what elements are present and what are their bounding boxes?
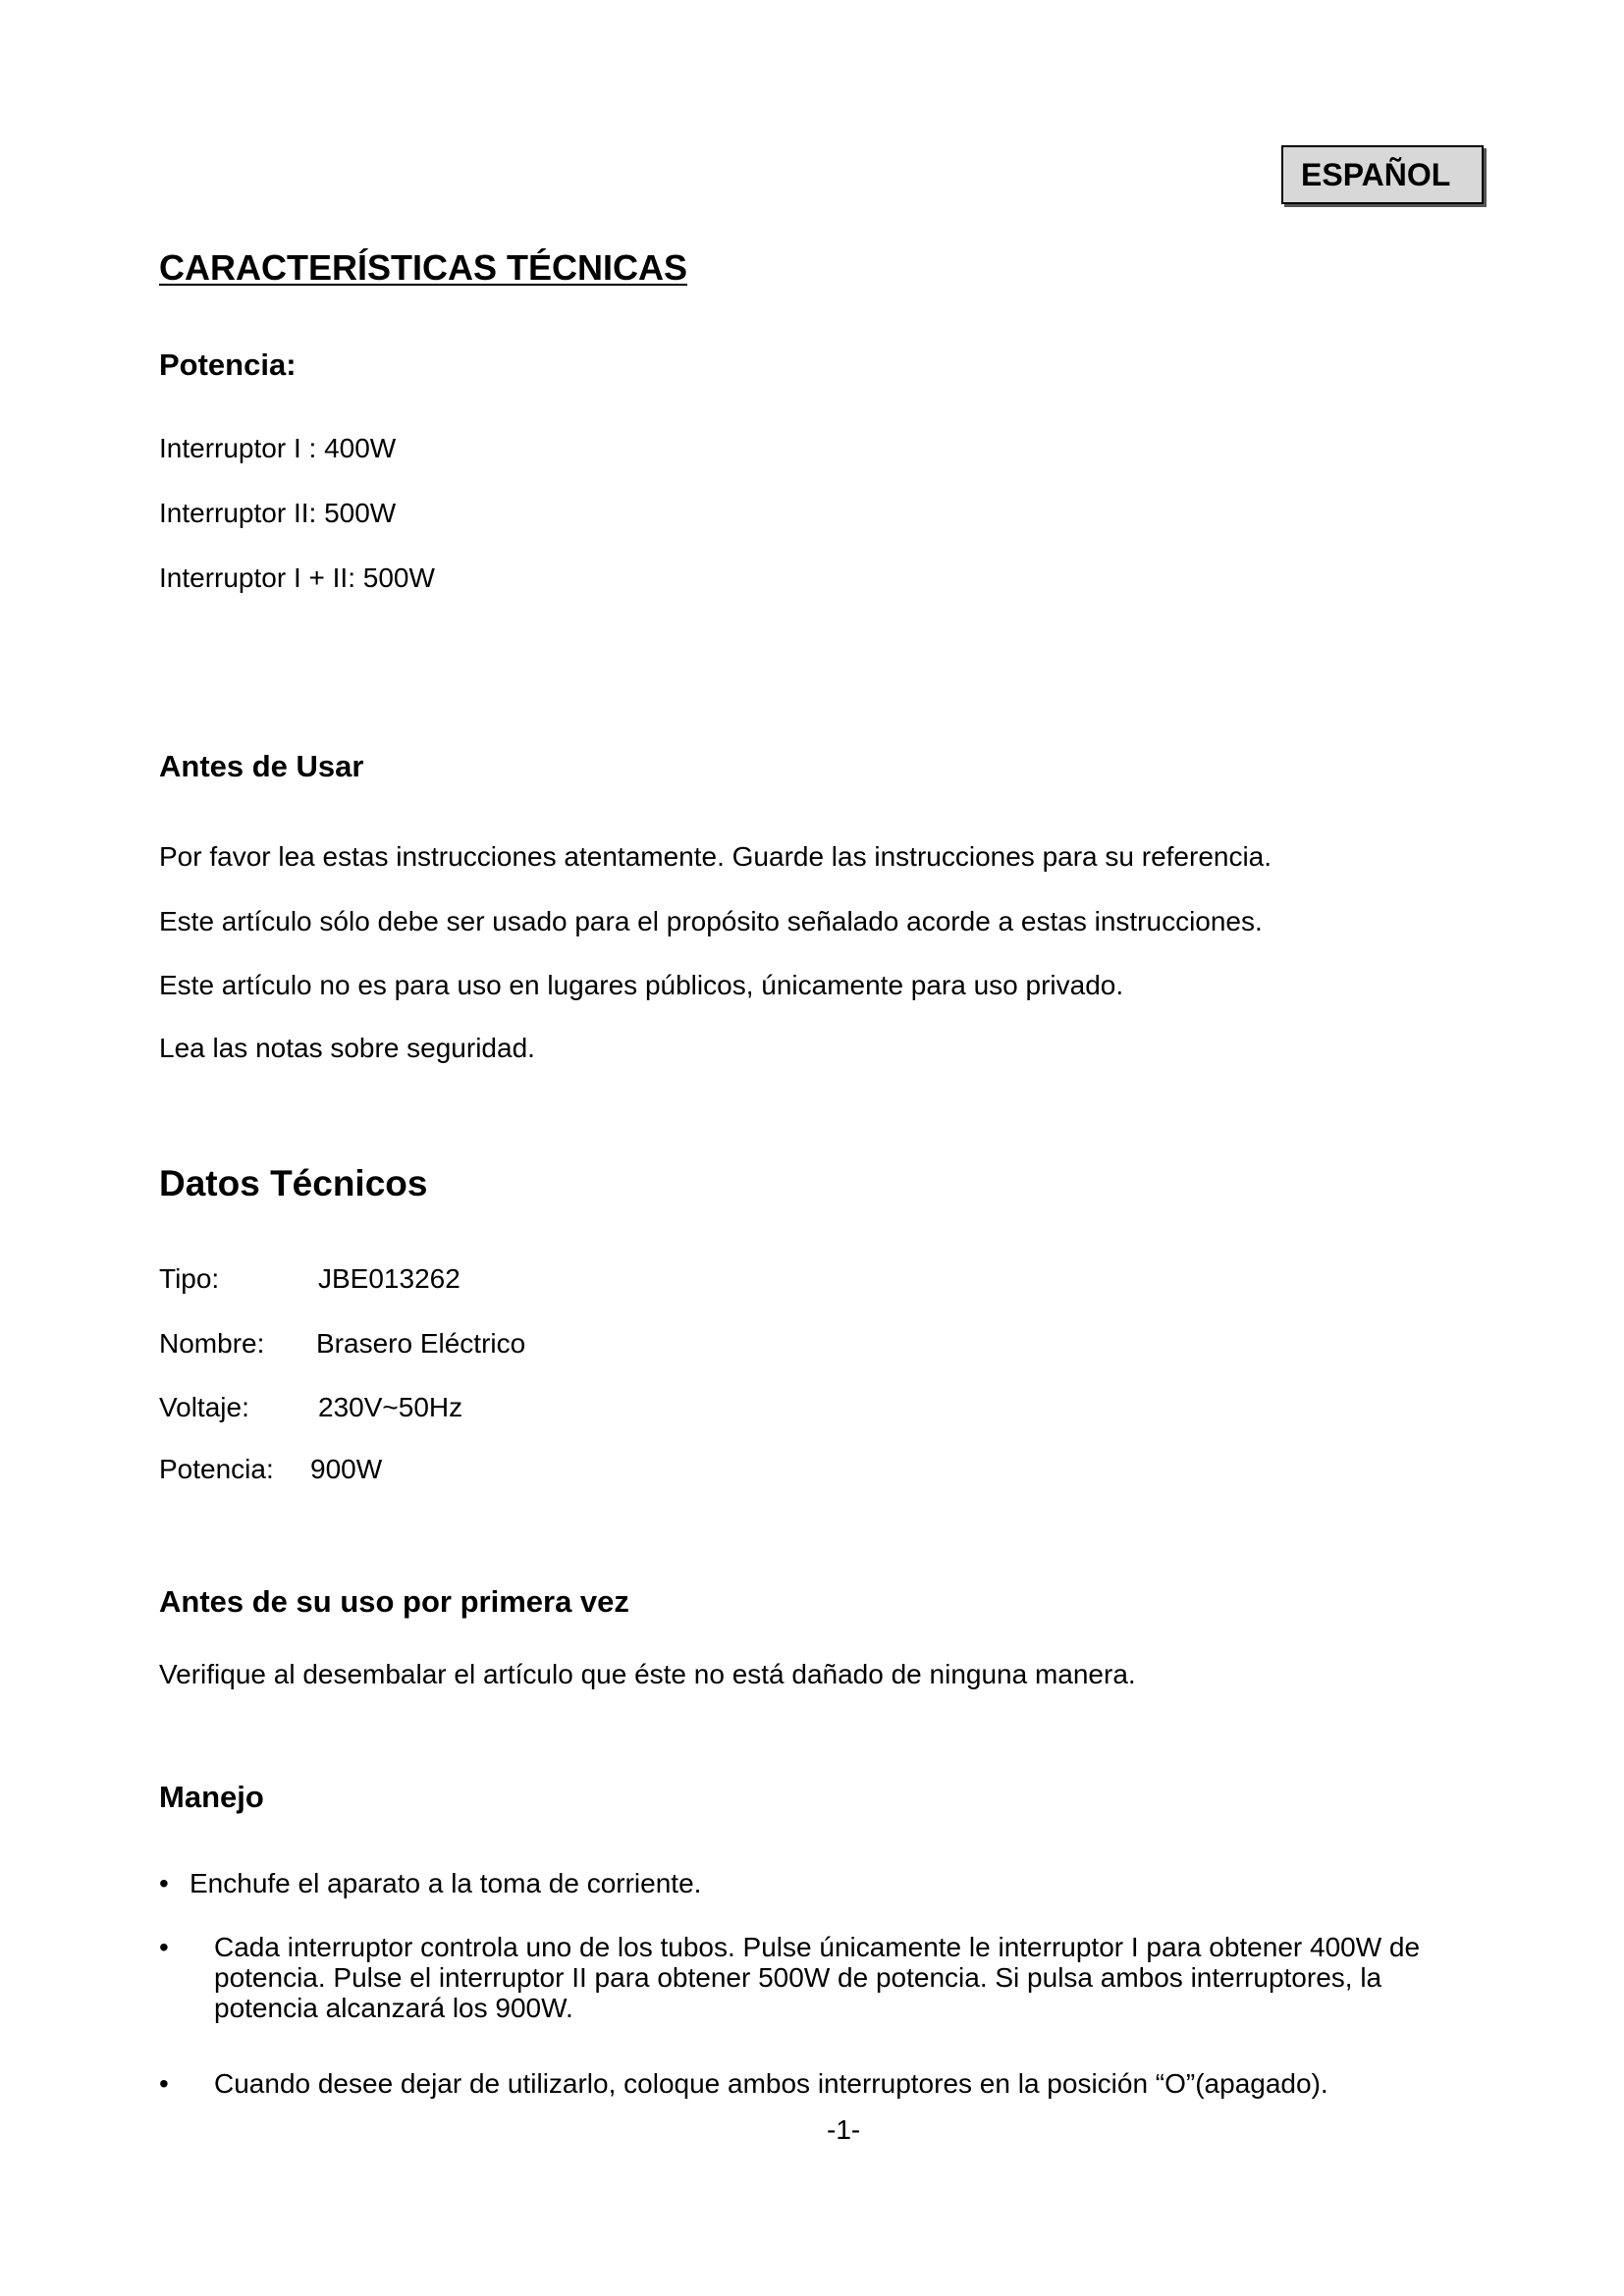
spec-label-potencia: Potencia: <box>159 1454 274 1484</box>
potencia-line: Interruptor I + II: 500W <box>159 562 435 593</box>
language-badge: ESPAÑOL <box>1281 145 1484 204</box>
potencia-line: Interruptor I : 400W <box>159 433 397 463</box>
manejo-item: Cuando desee dejar de utilizarlo, coloque ambos interruptores en la posición “O”(apagado). <box>214 2068 1328 2099</box>
potencia-line: Interruptor II: 500W <box>159 498 397 528</box>
potencia-heading: Potencia: <box>159 347 297 382</box>
page-title: CARACTERÍSTICAS TÉCNICAS <box>159 247 688 288</box>
spec-value-voltaje: 230V~50Hz <box>318 1392 463 1422</box>
primera-vez-heading: Antes de su uso por primera vez <box>159 1584 629 1619</box>
antes-de-usar-line: Este artículo sólo debe ser usado para el propósito señalado acorde a estas instrucciones. <box>159 906 1263 936</box>
spec-value-tipo: JBE013262 <box>318 1263 460 1294</box>
manejo-item: Enchufe el aparato a la toma de corriente. <box>189 1868 702 1898</box>
datos-tecnicos-heading: Datos Técnicos <box>159 1163 428 1203</box>
antes-de-usar-heading: Antes de Usar <box>159 749 364 783</box>
bullet-icon: • <box>159 2068 169 2099</box>
spec-label-nombre: Nombre: <box>159 1328 265 1359</box>
primera-vez-text: Verifique al desembalar el artículo que éste no está dañado de ninguna manera. <box>159 1659 1136 1689</box>
bullet-icon: • <box>159 1868 169 1898</box>
manejo-item: Cada interruptor controla uno de los tubos. Pulse únicamente le interruptor I para obtener 400W de potencia. Pulse el interruptor II para obtener 500W de potencia. Si pulsa ambos interruptores, la potencia alcanzará los 900W. <box>214 1932 1421 2023</box>
manejo-heading: Manejo <box>159 1780 264 1814</box>
antes-de-usar-line: Este artículo no es para uso en lugares públicos, únicamente para uso privado. <box>159 970 1124 1000</box>
antes-de-usar-line: Por favor lea estas instrucciones atentamente. Guarde las instrucciones para su referencia. <box>159 841 1272 872</box>
spec-value-nombre: Brasero Eléctrico <box>316 1328 526 1359</box>
bullet-icon: • <box>159 1932 169 1962</box>
antes-de-usar-line: Lea las notas sobre seguridad. <box>159 1033 535 1063</box>
page-number: -1- <box>827 2114 861 2145</box>
spec-label-voltaje: Voltaje: <box>159 1392 249 1422</box>
spec-value-potencia: 900W <box>310 1454 383 1484</box>
spec-label-tipo: Tipo: <box>159 1263 220 1294</box>
